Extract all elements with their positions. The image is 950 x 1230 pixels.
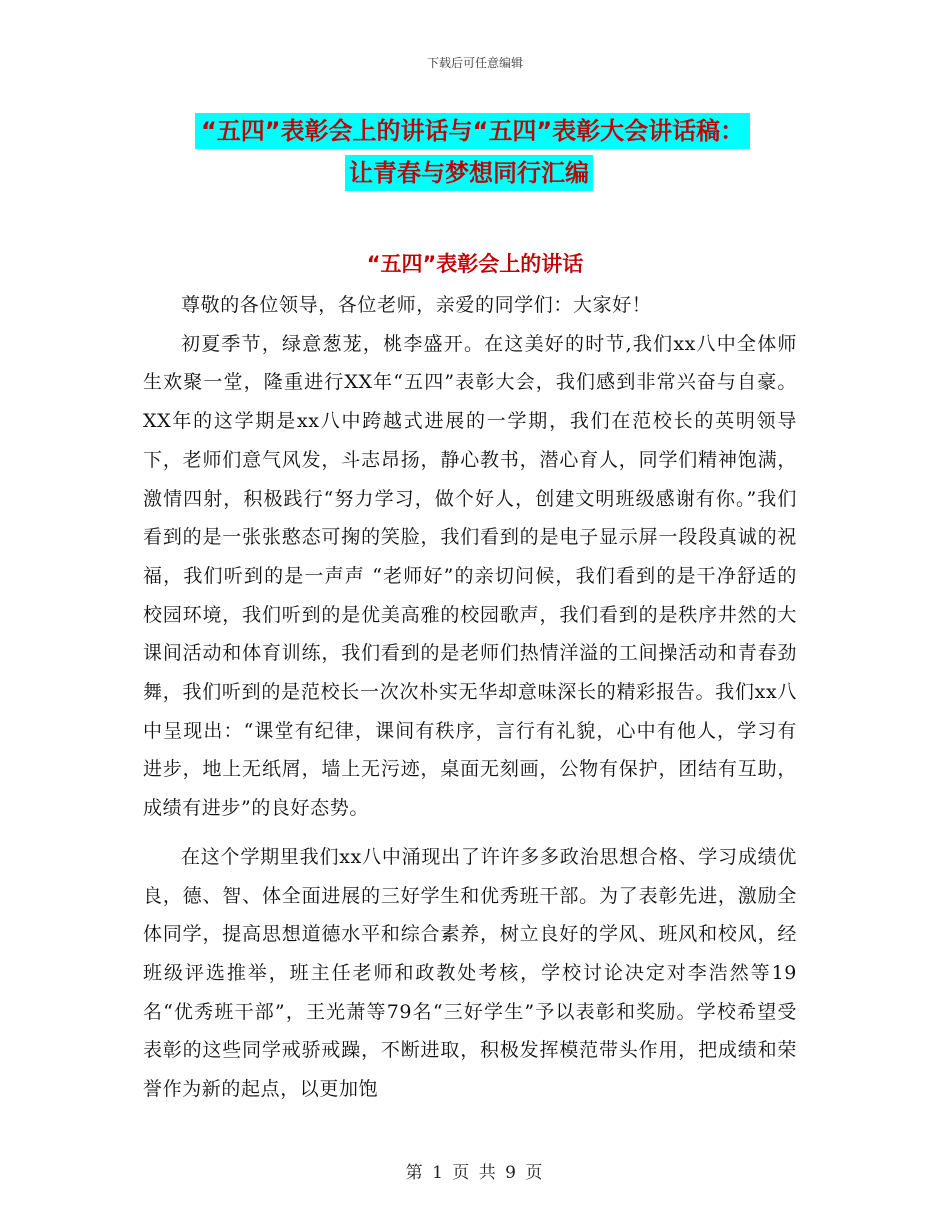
title-line-2: 让青春与梦想同行汇编 — [345, 155, 593, 191]
greeting-paragraph: 尊敬的各位领导，各位老师，亲爱的同学们：大家好！ — [181, 294, 652, 316]
section-heading: “五四”表彰会上的讲话 — [366, 252, 584, 276]
body-text — [143, 286, 797, 1109]
body-paragraph-1: 初夏季节，绿意葱茏，桃李盛开。在这美好的时节,我们xx八中全体师生欢聚一堂，隆重进行XX年“五四”表彰大会，我们感到非常兴奋与自豪。XX年的这学期是xx八中跨越式进展的一学期，我们在范校长的英明领导下，老师们意气风发，斗志昂扬，静心教书，潜心育人，同学们精神饱满，激情四射，积极践行“努力学习，做个好人，创建文明班级感谢有你。”我们看到的是一张张憨态可掬的笑脸，我们看到的是电子显示屏一段段真诚的祝福，我们听到的是一声声 “老师好”的亲切问候，我们看到的是干净舒适的校园环境，我们听到的是优美高雅的校园歌声，我们看到的是秩序井然的大课间活动和体育训练，我们看到的是老师们热情洋溢的工间操活动和青春劲舞，我们听到的是范校长一次次朴实无华却意味深长的精彩报告。我们xx八中呈现出：“课堂有纪律，课间有秩序，言行有礼貌，心中有他人，学习有进步，地上无纸屑，墙上无污迹，桌面无刻画，公物有保护，团结有互助，成绩有进步”的良好态势。 — [143, 332, 797, 820]
header-note: 下载后可任意编辑 — [426, 56, 523, 70]
page-footer: 第 1 页 共 9 页 — [405, 1163, 545, 1183]
title-line-1: “五四”表彰会上的讲话与“五四”表彰大会讲话稿： — [195, 113, 750, 149]
body-paragraph-2: 在这个学期里我们xx八中涌现出了许许多多政治思想合格、学习成绩优良，德、智、体全面进展的三好学生和优秀班干部。为了表彰先进，激励全体同学，提高思想道德水平和综合素养，树立良好的学风、班风和校风，经班级评选推举，班主任老师和政教处考核，学校讨论决定对李浩然等19名“优秀班干部”，王光萧等79名“三好学生”予以表彰和奖励。学校希望受表彰的这些同学戒骄戒躁，不断进取，积极发挥模范带头作用，把成绩和荣誉作为新的起点，以更加饱 — [143, 845, 797, 1101]
